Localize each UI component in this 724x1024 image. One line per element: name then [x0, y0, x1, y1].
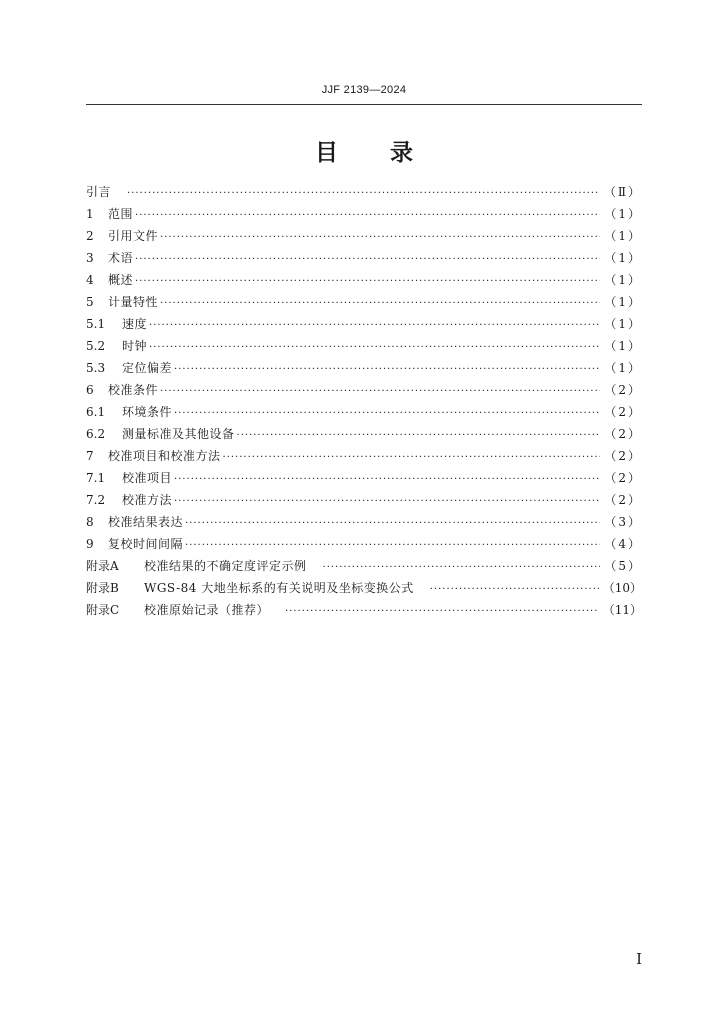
- toc-entry-9[interactable]: [86, 533, 642, 555]
- toc-entry-page: （4）: [604, 537, 642, 551]
- toc-leader: [135, 271, 600, 293]
- toc-entry-page: （1）: [604, 229, 642, 243]
- toc-entry-number: 附录C: [86, 603, 120, 617]
- toc-entry-page: （2）: [604, 449, 642, 463]
- toc-entry-label: 校准结果表达: [108, 515, 184, 529]
- toc-entry-page: （1）: [604, 251, 642, 265]
- toc-entry-number: 6: [86, 383, 94, 397]
- toc-entry-page: （2）: [604, 405, 642, 419]
- toc-leader: [237, 425, 601, 447]
- toc-entry-page: （1）: [604, 361, 642, 375]
- document-code-header: JJF 2139—2024: [321, 84, 407, 96]
- toc-entry-6-1[interactable]: [86, 401, 642, 423]
- toc-leader: [285, 601, 599, 623]
- toc-entry-label: 速度: [122, 317, 148, 331]
- toc-leader: [430, 579, 599, 601]
- toc-entry-page: （1）: [604, 295, 642, 309]
- toc-entry-foreword[interactable]: [86, 181, 642, 203]
- toc-entry-page: （11）: [602, 603, 642, 617]
- toc-entry-label: 时钟: [122, 339, 148, 353]
- toc-entry-page: （3）: [604, 515, 642, 529]
- toc-entry-label: 校准项目和校准方法: [108, 449, 221, 463]
- toc-entry-number: 5.2: [86, 339, 106, 353]
- toc-entry-5-2[interactable]: [86, 335, 642, 357]
- toc-entry-8[interactable]: [86, 511, 642, 533]
- toc-entry-number: 4: [86, 273, 94, 287]
- toc-entry-number: 5.3: [86, 361, 106, 375]
- toc-entry-number: 1: [86, 207, 94, 221]
- toc-entry-number: 6.1: [86, 405, 106, 419]
- toc-entry-page: （1）: [604, 273, 642, 287]
- toc-entry-appendix-b[interactable]: [86, 577, 642, 599]
- toc-entry-page: （2）: [604, 493, 642, 507]
- toc-leader: [149, 315, 600, 337]
- toc-entry-6[interactable]: [86, 379, 642, 401]
- toc-entry-5-1[interactable]: [86, 313, 642, 335]
- toc-entry-label: 定位偏差: [122, 361, 173, 375]
- toc-entry-number: 6.2: [86, 427, 106, 441]
- toc-entry-label: 范围: [108, 207, 134, 221]
- toc-entry-4[interactable]: [86, 269, 642, 291]
- toc-entry-7-1[interactable]: [86, 467, 642, 489]
- toc-entry-6-2[interactable]: [86, 423, 642, 445]
- toc-entry-page: （1）: [604, 207, 642, 221]
- toc-leader: [135, 205, 600, 227]
- toc-leader: [223, 447, 601, 469]
- toc-entry-page: （1）: [604, 317, 642, 331]
- toc-leader: [160, 227, 600, 249]
- page-title: [86, 134, 642, 167]
- toc-entry-2[interactable]: [86, 225, 642, 247]
- toc-entry-label: WGS-84 大地坐标系的有关说明及坐标变换公式: [144, 581, 414, 595]
- toc-entry-page: （2）: [604, 427, 642, 441]
- toc-entry-page: （Ⅱ）: [603, 185, 642, 199]
- toc-entry-label: 引用文件: [108, 229, 159, 243]
- toc-entry-appendix-c[interactable]: [86, 599, 642, 621]
- toc-entry-label: 术语: [108, 251, 134, 265]
- toc-entry-label: 校准原始记录（推荐）: [144, 603, 270, 617]
- toc-entry-number: 5.1: [86, 317, 106, 331]
- toc-entry-page: （1）: [604, 339, 642, 353]
- title-char-1: 目: [315, 140, 338, 166]
- toc-entry-page: （2）: [604, 471, 642, 485]
- toc-leader: [174, 359, 600, 381]
- header-rule: [86, 104, 642, 105]
- toc-entry-number: 3: [86, 251, 94, 265]
- toc-leader: [135, 249, 600, 271]
- toc-entry-number: 9: [86, 537, 94, 551]
- toc-leader: [127, 183, 600, 205]
- toc-leader: [323, 557, 601, 579]
- toc-entry-number: 2: [86, 229, 94, 243]
- toc-entry-label: 校准条件: [108, 383, 159, 397]
- title-char-2: 录: [390, 140, 413, 166]
- toc-entry-number: 附录A: [86, 559, 119, 573]
- toc-entry-number: 5: [86, 295, 94, 309]
- toc-entry-7-2[interactable]: [86, 489, 642, 511]
- toc-leader: [160, 293, 600, 315]
- toc-entry-1[interactable]: [86, 203, 642, 225]
- toc-entry-label: 校准项目: [122, 471, 173, 485]
- toc-entry-label: 测量标准及其他设备: [122, 427, 235, 441]
- toc-entry-label: 引言: [86, 185, 112, 199]
- toc-entry-label: 概述: [108, 273, 134, 287]
- toc-leader: [185, 535, 600, 557]
- toc-entry-page: （5）: [604, 559, 642, 573]
- toc-entry-7[interactable]: [86, 445, 642, 467]
- toc-entry-page: （2）: [604, 383, 642, 397]
- toc-leader: [160, 381, 600, 403]
- page-number: Ⅰ: [636, 950, 642, 968]
- toc-entry-number: 7.2: [86, 493, 106, 507]
- toc-entry-number: 7: [86, 449, 94, 463]
- toc-entry-5[interactable]: [86, 291, 642, 313]
- toc-entry-page: （10）: [602, 581, 642, 595]
- toc-entry-label: 环境条件: [122, 405, 173, 419]
- toc-entry-label: 复校时间间隔: [108, 537, 184, 551]
- toc-entry-label: 校准方法: [122, 493, 173, 507]
- table-of-contents: [86, 181, 642, 621]
- toc-entry-label: 校准结果的不确定度评定示例: [144, 559, 307, 573]
- toc-entry-3[interactable]: [86, 247, 642, 269]
- toc-entry-number: 8: [86, 515, 94, 529]
- toc-leader: [174, 491, 600, 513]
- toc-leader: [174, 469, 600, 491]
- toc-entry-number: 附录B: [86, 581, 119, 595]
- toc-entry-appendix-a[interactable]: [86, 555, 642, 577]
- toc-entry-number: 7.1: [86, 471, 106, 485]
- toc-entry-label: 计量特性: [108, 295, 159, 309]
- toc-leader: [149, 337, 600, 359]
- toc-entry-5-3[interactable]: [86, 357, 642, 379]
- toc-leader: [185, 513, 600, 535]
- toc-leader: [174, 403, 600, 425]
